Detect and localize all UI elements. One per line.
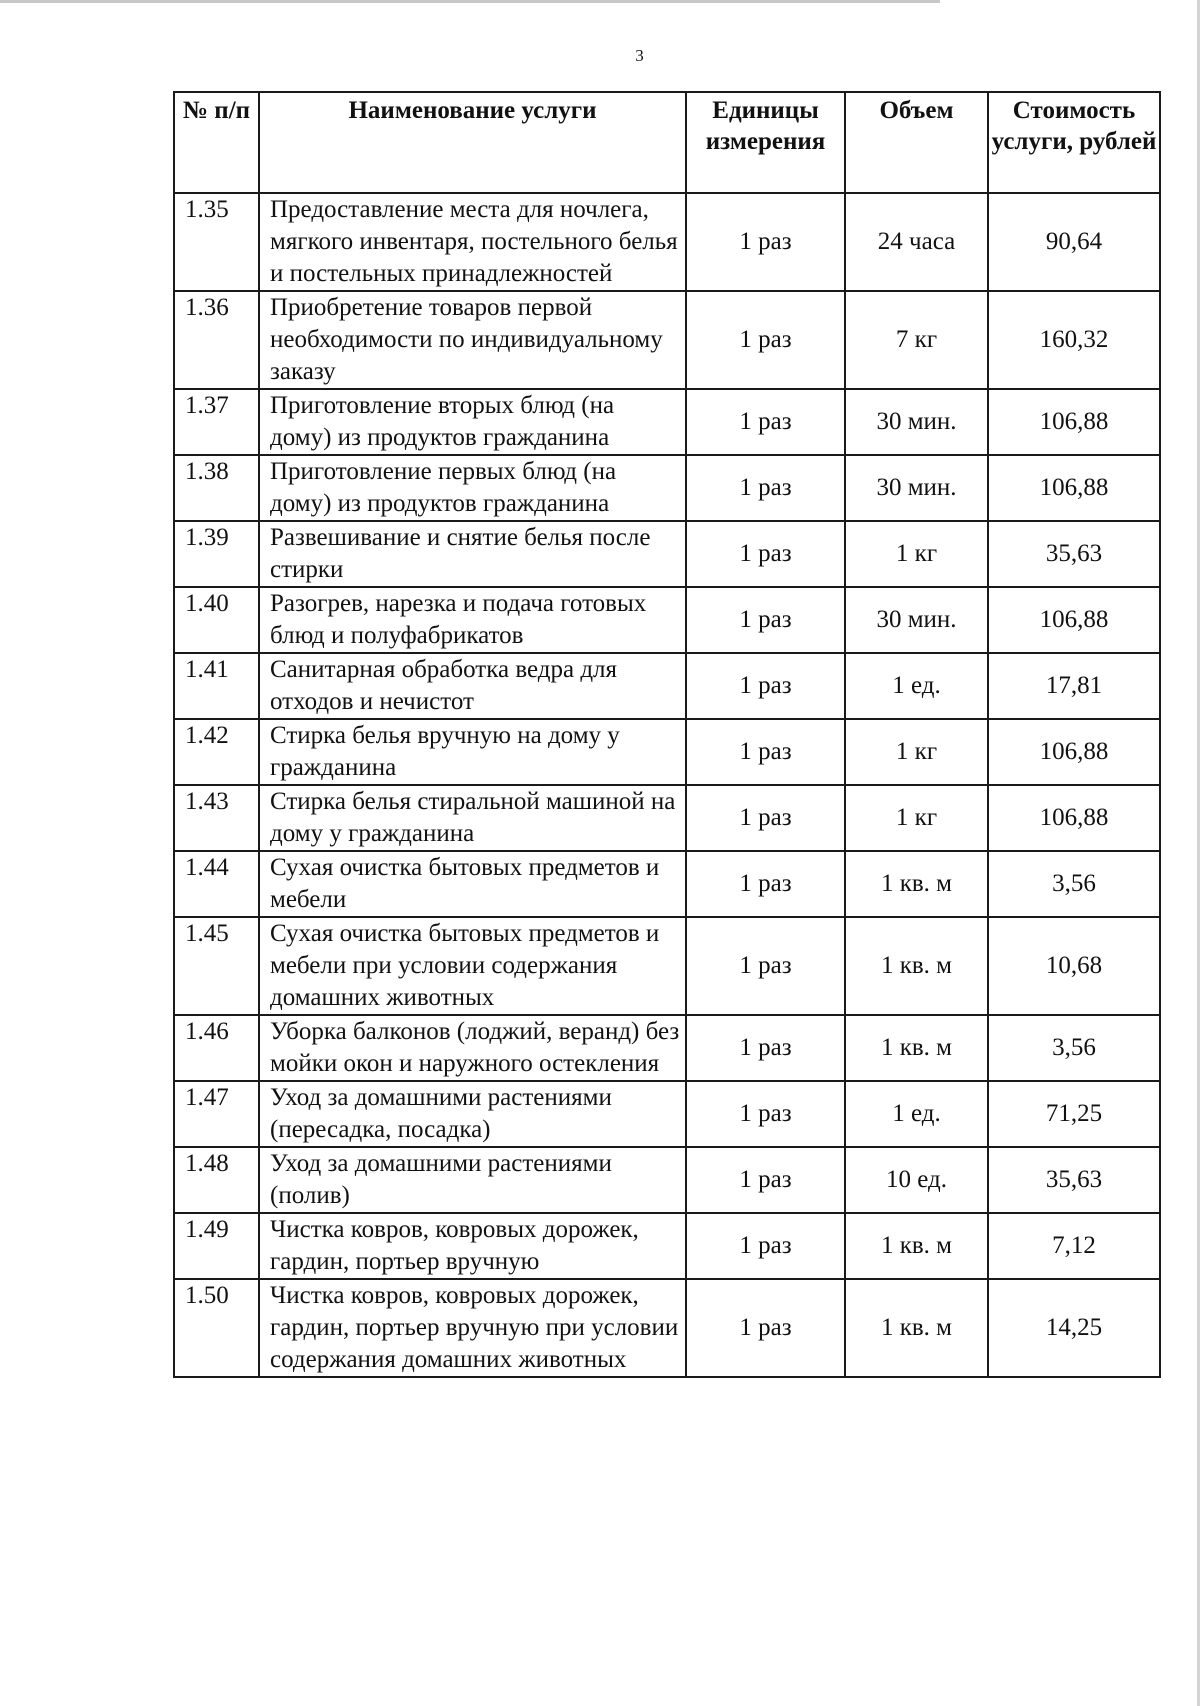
cell-volume: 1 кв. м <box>845 917 988 1015</box>
header-price: Стоимость услуги, рублей <box>988 92 1160 193</box>
cell-service-name: Сухая очистка бытовых предметов и мебели при условии содержания домашних животных <box>259 917 686 1015</box>
cell-unit: 1 раз <box>686 653 845 719</box>
cell-price: 7,12 <box>988 1213 1160 1279</box>
cell-volume: 1 кг <box>845 521 988 587</box>
cell-volume: 30 мин. <box>845 389 988 455</box>
cell-number: 1.37 <box>174 389 259 455</box>
table-row <box>174 1081 1160 1147</box>
cell-number: 1.47 <box>174 1081 259 1147</box>
cell-price: 3,56 <box>988 1015 1160 1081</box>
cell-number: 1.44 <box>174 851 259 917</box>
table-row <box>174 851 1160 917</box>
table-row <box>174 521 1160 587</box>
cell-unit: 1 раз <box>686 917 845 1015</box>
cell-price: 90,64 <box>988 193 1160 291</box>
table-row <box>174 291 1160 389</box>
cell-price: 14,25 <box>988 1279 1160 1377</box>
cell-service-name: Предоставление места для ночлега, мягкого инвентаря, постельного белья и постельных принадлежностей <box>259 193 686 291</box>
table-row <box>174 917 1160 1015</box>
cell-number: 1.41 <box>174 653 259 719</box>
cell-price: 106,88 <box>988 785 1160 851</box>
cell-number: 1.35 <box>174 193 259 291</box>
cell-number: 1.50 <box>174 1279 259 1377</box>
table-row <box>174 719 1160 785</box>
cell-number: 1.40 <box>174 587 259 653</box>
cell-service-name: Чистка ковров, ковровых дорожек, гардин, портьер вручную при условии содержания домашних животных <box>259 1279 686 1377</box>
cell-unit: 1 раз <box>686 785 845 851</box>
cell-volume: 1 кв. м <box>845 1279 988 1377</box>
cell-unit: 1 раз <box>686 719 845 785</box>
cell-volume: 1 кв. м <box>845 1213 988 1279</box>
table-row <box>174 193 1160 291</box>
cell-unit: 1 раз <box>686 193 845 291</box>
cell-number: 1.43 <box>174 785 259 851</box>
cell-service-name: Санитарная обработка ведра для отходов и нечистот <box>259 653 686 719</box>
table-row <box>174 455 1160 521</box>
cell-volume: 1 кв. м <box>845 1015 988 1081</box>
cell-price: 71,25 <box>988 1081 1160 1147</box>
cell-price: 10,68 <box>988 917 1160 1015</box>
cell-service-name: Стирка белья вручную на дому у гражданина <box>259 719 686 785</box>
cell-number: 1.42 <box>174 719 259 785</box>
cell-volume: 7 кг <box>845 291 988 389</box>
table-row <box>174 389 1160 455</box>
cell-number: 1.45 <box>174 917 259 1015</box>
cell-unit: 1 раз <box>686 521 845 587</box>
cell-volume: 1 ед. <box>845 1081 988 1147</box>
table-row <box>174 1147 1160 1213</box>
cell-volume: 10 ед. <box>845 1147 988 1213</box>
cell-price: 35,63 <box>988 1147 1160 1213</box>
cell-unit: 1 раз <box>686 1147 845 1213</box>
header-service-name: Наименование услуги <box>259 92 686 193</box>
cell-volume: 1 кв. м <box>845 851 988 917</box>
services-price-table <box>173 91 1161 1378</box>
cell-volume: 1 кг <box>845 719 988 785</box>
scan-edge-top <box>0 0 940 3</box>
cell-unit: 1 раз <box>686 1213 845 1279</box>
cell-number: 1.49 <box>174 1213 259 1279</box>
cell-number: 1.36 <box>174 291 259 389</box>
table-row <box>174 785 1160 851</box>
cell-price: 3,56 <box>988 851 1160 917</box>
cell-price: 160,32 <box>988 291 1160 389</box>
table-row <box>174 653 1160 719</box>
cell-price: 106,88 <box>988 389 1160 455</box>
cell-price: 17,81 <box>988 653 1160 719</box>
table-header-row <box>174 92 1160 193</box>
cell-unit: 1 раз <box>686 455 845 521</box>
cell-price: 106,88 <box>988 719 1160 785</box>
cell-unit: 1 раз <box>686 389 845 455</box>
cell-service-name: Уборка балконов (лоджий, веранд) без мойки окон и наружного остекления <box>259 1015 686 1081</box>
header-unit: Единицы измерения <box>686 92 845 193</box>
cell-service-name: Развешивание и снятие белья после стирки <box>259 521 686 587</box>
cell-unit: 1 раз <box>686 851 845 917</box>
table-row <box>174 587 1160 653</box>
cell-unit: 1 раз <box>686 1279 845 1377</box>
table-row <box>174 1279 1160 1377</box>
header-number: № п/п <box>174 92 259 193</box>
cell-number: 1.48 <box>174 1147 259 1213</box>
cell-volume: 1 ед. <box>845 653 988 719</box>
cell-volume: 24 часа <box>845 193 988 291</box>
cell-unit: 1 раз <box>686 587 845 653</box>
cell-price: 106,88 <box>988 455 1160 521</box>
cell-price: 106,88 <box>988 587 1160 653</box>
cell-service-name: Сухая очистка бытовых предметов и мебели <box>259 851 686 917</box>
cell-number: 1.38 <box>174 455 259 521</box>
table-row <box>174 1015 1160 1081</box>
cell-unit: 1 раз <box>686 291 845 389</box>
header-volume: Объем <box>845 92 988 193</box>
cell-number: 1.46 <box>174 1015 259 1081</box>
cell-service-name: Приготовление первых блюд (на дому) из продуктов гражданина <box>259 455 686 521</box>
table-row <box>174 1213 1160 1279</box>
cell-volume: 30 мин. <box>845 455 988 521</box>
cell-service-name: Уход за домашними растениями (пересадка, посадка) <box>259 1081 686 1147</box>
cell-number: 1.39 <box>174 521 259 587</box>
cell-volume: 30 мин. <box>845 587 988 653</box>
cell-service-name: Стирка белья стиральной машиной на дому у гражданина <box>259 785 686 851</box>
cell-unit: 1 раз <box>686 1015 845 1081</box>
cell-service-name: Чистка ковров, ковровых дорожек, гардин, портьер вручную <box>259 1213 686 1279</box>
cell-service-name: Приготовление вторых блюд (на дому) из продуктов гражданина <box>259 389 686 455</box>
cell-service-name: Разогрев, нарезка и подача готовых блюд и полуфабрикатов <box>259 587 686 653</box>
cell-volume: 1 кг <box>845 785 988 851</box>
cell-service-name: Приобретение товаров первой необходимости по индивидуальному заказу <box>259 291 686 389</box>
cell-unit: 1 раз <box>686 1081 845 1147</box>
cell-price: 35,63 <box>988 521 1160 587</box>
page-number: 3 <box>635 46 644 65</box>
cell-service-name: Уход за домашними растениями (полив) <box>259 1147 686 1213</box>
